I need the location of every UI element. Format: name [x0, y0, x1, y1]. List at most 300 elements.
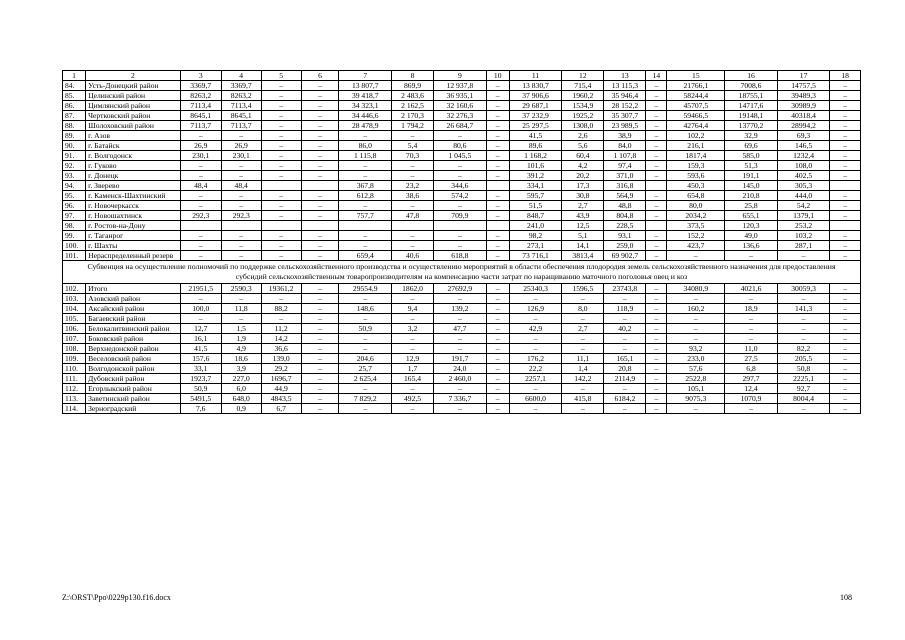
- value-cell: –: [221, 241, 261, 251]
- table-row: [63, 81, 861, 91]
- value-cell: 253,2: [777, 221, 830, 231]
- value-cell: 49,0: [725, 231, 778, 241]
- value-cell: –: [646, 151, 667, 161]
- value-cell: 26 684,7: [434, 121, 487, 131]
- value-cell: –: [434, 161, 487, 171]
- value-cell: [830, 181, 861, 191]
- value-cell: –: [486, 101, 509, 111]
- value-cell: 54,2: [777, 201, 830, 211]
- value-cell: –: [221, 191, 261, 201]
- value-cell: –: [667, 294, 725, 304]
- value-cell: –: [830, 364, 861, 374]
- value-cell: 8004,4: [777, 394, 830, 404]
- value-cell: 34 323,1: [339, 101, 392, 111]
- value-cell: –: [777, 324, 830, 334]
- value-cell: 120,3: [725, 221, 778, 231]
- value-cell: 159,3: [667, 161, 725, 171]
- value-cell: 1,9: [221, 334, 261, 344]
- value-cell: 29 687,1: [509, 101, 562, 111]
- value-cell: 259,0: [604, 241, 646, 251]
- value-cell: 25,8: [725, 201, 778, 211]
- value-cell: [301, 181, 339, 191]
- value-cell: –: [301, 344, 339, 354]
- row-number-cell: 84.: [63, 81, 86, 91]
- row-number-cell: 112.: [63, 384, 86, 394]
- value-cell: 42,9: [509, 324, 562, 334]
- value-cell: –: [646, 354, 667, 364]
- value-cell: 98,2: [509, 231, 562, 241]
- value-cell: 210,8: [725, 191, 778, 201]
- table-row: [63, 334, 861, 344]
- value-cell: –: [830, 251, 861, 261]
- value-cell: 14: [646, 71, 667, 81]
- row-name-cell: 2: [86, 71, 181, 81]
- row-name-cell: Белокалитвинский район: [86, 324, 181, 334]
- value-cell: 205,5: [777, 354, 830, 364]
- value-cell: 51,5: [509, 201, 562, 211]
- value-cell: –: [180, 294, 221, 304]
- value-cell: 3369,7: [221, 81, 261, 91]
- value-cell: –: [486, 284, 509, 294]
- table-row: [63, 324, 861, 334]
- value-cell: –: [301, 354, 339, 364]
- value-cell: 848,7: [509, 211, 562, 221]
- value-cell: 297,7: [725, 374, 778, 384]
- value-cell: –: [261, 121, 301, 131]
- value-cell: –: [830, 171, 861, 181]
- value-cell: –: [486, 364, 509, 374]
- value-cell: –: [221, 171, 261, 181]
- value-cell: 292,3: [221, 211, 261, 221]
- value-cell: 29554,9: [339, 284, 392, 294]
- value-cell: 1960,2: [562, 91, 604, 101]
- row-name-cell: Нераспределенный резерв: [86, 251, 181, 261]
- value-cell: 655,1: [725, 211, 778, 221]
- value-cell: 30989,9: [777, 101, 830, 111]
- value-cell: 402,5: [777, 171, 830, 181]
- value-cell: 28 152,2: [604, 101, 646, 111]
- row-name-cell: Цимлянский район: [86, 101, 181, 111]
- value-cell: 20,2: [562, 171, 604, 181]
- value-cell: 344,6: [434, 181, 487, 191]
- value-cell: –: [830, 284, 861, 294]
- value-cell: 4: [221, 71, 261, 81]
- value-cell: –: [301, 374, 339, 384]
- value-cell: –: [434, 334, 487, 344]
- value-cell: 101,6: [509, 161, 562, 171]
- value-cell: –: [392, 241, 434, 251]
- value-cell: 230,1: [180, 151, 221, 161]
- value-cell: 50,9: [339, 324, 392, 334]
- value-cell: –: [509, 384, 562, 394]
- value-cell: 4,9: [221, 344, 261, 354]
- value-cell: 10: [486, 71, 509, 81]
- row-name-cell: г. Зверево: [86, 181, 181, 191]
- value-cell: –: [646, 191, 667, 201]
- row-number-cell: 110.: [63, 364, 86, 374]
- value-cell: –: [301, 101, 339, 111]
- value-cell: 373,5: [667, 221, 725, 231]
- value-cell: 3813,4: [562, 251, 604, 261]
- value-cell: 709,9: [434, 211, 487, 221]
- row-number-cell: 103.: [63, 294, 86, 304]
- row-name-cell: г. Новошахтинск: [86, 211, 181, 221]
- value-cell: 1 115,8: [339, 151, 392, 161]
- table-row: [63, 374, 861, 384]
- value-cell: –: [725, 294, 778, 304]
- value-cell: 1,7: [392, 364, 434, 374]
- table-row: [63, 111, 861, 121]
- value-cell: 2590,3: [221, 284, 261, 294]
- value-cell: –: [486, 141, 509, 151]
- value-cell: 39 418,7: [339, 91, 392, 101]
- value-cell: 7: [339, 71, 392, 81]
- value-cell: 757,7: [339, 211, 392, 221]
- table-row: [63, 304, 861, 314]
- value-cell: 1308,0: [562, 121, 604, 131]
- value-cell: 12,9: [392, 354, 434, 364]
- value-cell: –: [486, 111, 509, 121]
- value-cell: –: [830, 131, 861, 141]
- row-number-cell: 108.: [63, 344, 86, 354]
- table-row: [63, 161, 861, 171]
- value-cell: –: [339, 404, 392, 414]
- value-cell: 14717,6: [725, 101, 778, 111]
- value-cell: –: [830, 404, 861, 414]
- value-cell: 19361,2: [261, 284, 301, 294]
- value-cell: 292,3: [180, 211, 221, 221]
- value-cell: 8,0: [562, 304, 604, 314]
- value-cell: –: [339, 231, 392, 241]
- value-cell: 100,0: [180, 304, 221, 314]
- value-cell: –: [221, 231, 261, 241]
- row-number-cell: 101.: [63, 251, 86, 261]
- value-cell: –: [301, 121, 339, 131]
- value-cell: 165,1: [604, 354, 646, 364]
- value-cell: 6,8: [725, 364, 778, 374]
- value-cell: 8: [392, 71, 434, 81]
- value-cell: 13 115,3: [604, 81, 646, 91]
- row-name-cell: г. Таганрог: [86, 231, 181, 241]
- row-number-cell: 89.: [63, 131, 86, 141]
- value-cell: 191,1: [725, 171, 778, 181]
- value-cell: 11,1: [562, 354, 604, 364]
- value-cell: –: [646, 131, 667, 141]
- row-number-cell: 93.: [63, 171, 86, 181]
- value-cell: 88,2: [261, 304, 301, 314]
- value-cell: –: [301, 171, 339, 181]
- value-cell: 2522,8: [667, 374, 725, 384]
- value-cell: 1379,1: [777, 211, 830, 221]
- value-cell: 92,7: [777, 384, 830, 394]
- row-name-cell: Багаевский район: [86, 314, 181, 324]
- value-cell: –: [261, 241, 301, 251]
- row-name-cell: г. Новочеркасск: [86, 201, 181, 211]
- value-cell: 8263,2: [180, 91, 221, 101]
- table-row: [63, 251, 861, 261]
- row-number-cell: 95.: [63, 191, 86, 201]
- row-number-cell: 97.: [63, 211, 86, 221]
- row-number-cell: 107.: [63, 334, 86, 344]
- value-cell: –: [301, 231, 339, 241]
- value-cell: 36 935,1: [434, 91, 487, 101]
- value-cell: –: [486, 344, 509, 354]
- value-cell: –: [486, 191, 509, 201]
- value-cell: –: [434, 201, 487, 211]
- value-cell: –: [486, 251, 509, 261]
- value-cell: 371,0: [604, 171, 646, 181]
- value-cell: 41,5: [509, 131, 562, 141]
- value-cell: 287,1: [777, 241, 830, 251]
- value-cell: 4843,5: [261, 394, 301, 404]
- table-row: [63, 151, 861, 161]
- value-cell: 6,0: [221, 384, 261, 394]
- value-cell: 5491,5: [180, 394, 221, 404]
- value-cell: 2257,1: [509, 374, 562, 384]
- value-cell: –: [392, 161, 434, 171]
- value-cell: –: [180, 201, 221, 211]
- value-cell: –: [301, 241, 339, 251]
- value-cell: 564,9: [604, 191, 646, 201]
- value-cell: –: [301, 191, 339, 201]
- value-cell: 11: [509, 71, 562, 81]
- value-cell: –: [392, 404, 434, 414]
- value-cell: 7113,4: [221, 101, 261, 111]
- value-cell: 715,4: [562, 81, 604, 91]
- value-cell: –: [261, 161, 301, 171]
- value-cell: –: [180, 171, 221, 181]
- value-cell: –: [509, 314, 562, 324]
- value-cell: [261, 221, 301, 231]
- value-cell: 141,3: [777, 304, 830, 314]
- value-cell: 1696,7: [261, 374, 301, 384]
- value-cell: –: [434, 131, 487, 141]
- value-cell: 1 794,2: [392, 121, 434, 131]
- table-row: [63, 364, 861, 374]
- value-cell: –: [392, 344, 434, 354]
- value-cell: 34080,9: [667, 284, 725, 294]
- value-cell: –: [301, 404, 339, 414]
- value-cell: 12,4: [725, 384, 778, 394]
- value-cell: –: [392, 384, 434, 394]
- value-cell: [392, 221, 434, 231]
- value-cell: 29,2: [261, 364, 301, 374]
- value-cell: 5,1: [562, 231, 604, 241]
- value-cell: 1070,9: [725, 394, 778, 404]
- value-cell: –: [221, 161, 261, 171]
- value-cell: [486, 221, 509, 231]
- value-cell: 0,9: [221, 404, 261, 414]
- table-row: [63, 231, 861, 241]
- value-cell: –: [509, 334, 562, 344]
- value-cell: 157,6: [180, 354, 221, 364]
- value-cell: –: [261, 201, 301, 211]
- row-number-cell: 88.: [63, 121, 86, 131]
- value-cell: –: [301, 201, 339, 211]
- value-cell: –: [646, 241, 667, 251]
- value-cell: –: [646, 314, 667, 324]
- value-cell: –: [486, 231, 509, 241]
- value-cell: 492,5: [392, 394, 434, 404]
- table-row: [63, 404, 861, 414]
- value-cell: –: [221, 201, 261, 211]
- value-cell: 26,9: [180, 141, 221, 151]
- value-cell: 1232,4: [777, 151, 830, 161]
- value-cell: 30059,3: [777, 284, 830, 294]
- value-cell: –: [261, 314, 301, 324]
- value-cell: 1,4: [562, 364, 604, 374]
- value-cell: –: [830, 121, 861, 131]
- value-cell: –: [830, 334, 861, 344]
- row-number-cell: 87.: [63, 111, 86, 121]
- value-cell: –: [777, 404, 830, 414]
- value-cell: 654,8: [667, 191, 725, 201]
- value-cell: –: [562, 334, 604, 344]
- value-cell: –: [604, 384, 646, 394]
- value-cell: 48,8: [604, 201, 646, 211]
- table-row: [63, 221, 861, 231]
- table-header-row: [63, 71, 861, 81]
- value-cell: 36,6: [261, 344, 301, 354]
- value-cell: –: [261, 141, 301, 151]
- value-cell: –: [725, 324, 778, 334]
- table-row: [63, 394, 861, 404]
- value-cell: –: [339, 131, 392, 141]
- table-row: [63, 141, 861, 151]
- value-cell: 2225,1: [777, 374, 830, 384]
- value-cell: –: [486, 91, 509, 101]
- value-cell: 152,2: [667, 231, 725, 241]
- value-cell: –: [646, 304, 667, 314]
- value-cell: –: [646, 324, 667, 334]
- row-name-cell: Дубовский район: [86, 374, 181, 384]
- section-title-row: [63, 261, 861, 284]
- value-cell: 142,2: [562, 374, 604, 384]
- value-cell: –: [180, 241, 221, 251]
- row-name-cell: Итого: [86, 284, 181, 294]
- value-cell: 103,2: [777, 231, 830, 241]
- value-cell: 42764,4: [667, 121, 725, 131]
- value-cell: 1923,7: [180, 374, 221, 384]
- value-cell: –: [830, 344, 861, 354]
- row-name-cell: Заветинский район: [86, 394, 181, 404]
- value-cell: –: [562, 344, 604, 354]
- value-cell: 2114,9: [604, 374, 646, 384]
- value-cell: –: [261, 111, 301, 121]
- value-cell: –: [830, 384, 861, 394]
- value-cell: –: [646, 211, 667, 221]
- value-cell: –: [180, 231, 221, 241]
- row-number-cell: 85.: [63, 91, 86, 101]
- value-cell: 2 162,5: [392, 101, 434, 111]
- value-cell: –: [486, 324, 509, 334]
- value-cell: –: [830, 201, 861, 211]
- row-name-cell: Усть-Донецкий район: [86, 81, 181, 91]
- value-cell: –: [830, 231, 861, 241]
- value-cell: 7008,6: [725, 81, 778, 91]
- value-cell: 60,4: [562, 151, 604, 161]
- value-cell: 9,4: [392, 304, 434, 314]
- value-cell: –: [725, 251, 778, 261]
- value-cell: –: [646, 251, 667, 261]
- value-cell: –: [434, 171, 487, 181]
- value-cell: 6184,2: [604, 394, 646, 404]
- value-cell: –: [604, 344, 646, 354]
- value-cell: 28994,2: [777, 121, 830, 131]
- value-cell: 12 937,8: [434, 81, 487, 91]
- value-cell: –: [646, 141, 667, 151]
- row-name-cell: г. Азов: [86, 131, 181, 141]
- value-cell: –: [646, 344, 667, 354]
- value-cell: 27,5: [725, 354, 778, 364]
- value-cell: 37 232,9: [509, 111, 562, 121]
- value-cell: –: [261, 131, 301, 141]
- value-cell: 1 107,8: [604, 151, 646, 161]
- value-cell: –: [261, 191, 301, 201]
- value-cell: –: [604, 404, 646, 414]
- value-cell: 23 989,5: [604, 121, 646, 131]
- value-cell: 1925,2: [562, 111, 604, 121]
- value-cell: –: [667, 404, 725, 414]
- value-cell: 97,4: [604, 161, 646, 171]
- value-cell: –: [604, 294, 646, 304]
- table-row: [63, 241, 861, 251]
- value-cell: 41,5: [180, 344, 221, 354]
- value-cell: 391,2: [509, 171, 562, 181]
- value-cell: 25 297,5: [509, 121, 562, 131]
- value-cell: 108,0: [777, 161, 830, 171]
- value-cell: 25340,3: [509, 284, 562, 294]
- value-cell: –: [777, 251, 830, 261]
- value-cell: –: [301, 141, 339, 151]
- value-cell: [646, 181, 667, 191]
- value-cell: 118,9: [604, 304, 646, 314]
- value-cell: –: [301, 394, 339, 404]
- value-cell: –: [830, 324, 861, 334]
- value-cell: –: [261, 171, 301, 181]
- value-cell: –: [301, 211, 339, 221]
- value-cell: [221, 221, 261, 231]
- value-cell: –: [261, 91, 301, 101]
- value-cell: 659,4: [339, 251, 392, 261]
- value-cell: 82,2: [777, 344, 830, 354]
- value-cell: 139,0: [261, 354, 301, 364]
- value-cell: –: [180, 251, 221, 261]
- value-cell: 230,1: [221, 151, 261, 161]
- value-cell: –: [562, 314, 604, 324]
- value-cell: [180, 221, 221, 231]
- row-number-cell: 105.: [63, 314, 86, 324]
- value-cell: 69,3: [777, 131, 830, 141]
- value-cell: 2 170,3: [392, 111, 434, 121]
- value-cell: 2 460,0: [434, 374, 487, 384]
- value-cell: 3,2: [392, 324, 434, 334]
- value-cell: 7113,4: [180, 101, 221, 111]
- value-cell: –: [434, 384, 487, 394]
- value-cell: 89,6: [509, 141, 562, 151]
- value-cell: –: [301, 131, 339, 141]
- value-cell: 37 906,6: [509, 91, 562, 101]
- value-cell: –: [392, 294, 434, 304]
- row-number-cell: 104.: [63, 304, 86, 314]
- value-cell: 18,9: [725, 304, 778, 314]
- value-cell: –: [646, 334, 667, 344]
- value-cell: 17,3: [562, 181, 604, 191]
- row-number-cell: 94.: [63, 181, 86, 191]
- value-cell: 8645,1: [221, 111, 261, 121]
- value-cell: 51,3: [725, 161, 778, 171]
- value-cell: –: [646, 161, 667, 171]
